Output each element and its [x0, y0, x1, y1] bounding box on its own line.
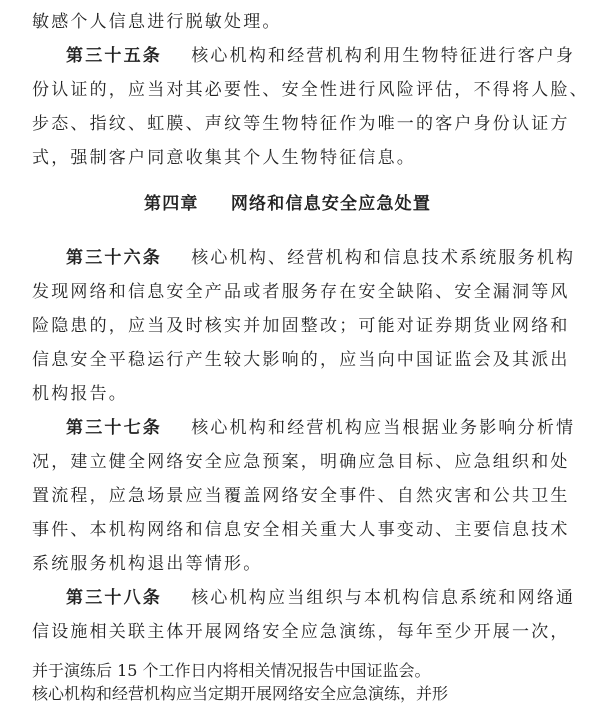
- article-text: 机构报告。: [32, 384, 128, 404]
- article-35-line-3: [32, 116, 570, 133]
- paragraph-continuation: 核心机构和经营机构应当定期开展网络安全应急演练，并形: [32, 684, 449, 703]
- chapter-heading: [144, 196, 431, 213]
- article-38-line-3: 并于演练后 15 个工作日内将相关情况报告中国证监会。: [32, 661, 431, 680]
- article-36-line-1: [66, 250, 575, 267]
- article-35-line-4: [32, 150, 416, 167]
- article-35-line-1: [66, 48, 575, 65]
- article-text: 发现网络和信息安全产品或者服务存在安全缺陷、安全漏洞等风: [32, 282, 570, 302]
- article-text: 步态、指纹、虹膜、声纹等生物特征作为唯一的客户身份认证方: [32, 114, 570, 134]
- article-text: 式，强制客户同意收集其个人生物特征信息。: [32, 148, 416, 168]
- paragraph-continuation: [32, 14, 282, 31]
- article-heading: 第三十七条: [66, 418, 162, 438]
- article-heading: 第三十六条: [66, 248, 162, 268]
- article-38-line-2: [32, 624, 570, 641]
- article-37-line-5: [32, 556, 262, 573]
- article-text: 险隐患的，应当及时核实并加固整改；可能对证券期货业网络和: [32, 316, 570, 336]
- article-36-line-3: [32, 318, 570, 335]
- article-text: 置流程，应急场景应当覆盖网络安全事件、自然灾害和公共卫生: [32, 486, 570, 506]
- chapter-number: 第四章: [144, 194, 199, 214]
- article-text: 核心机构和经营机构应当根据业务影响分析情: [191, 418, 576, 438]
- article-text: 况，建立健全网络安全应急预案，明确应急目标、应急组织和处: [32, 452, 570, 472]
- article-36-line-5: [32, 386, 128, 403]
- article-text: 信息安全平稳运行产生较大影响的，应当向中国证监会及其派出: [32, 350, 570, 370]
- article-36-line-2: [32, 284, 570, 301]
- article-38-line-1: [66, 590, 575, 607]
- chapter-title: 网络和信息安全应急处置: [230, 194, 432, 214]
- article-36-line-4: [32, 352, 570, 369]
- document-page: [32, 0, 589, 642]
- offscreen-continuation: [32, 658, 460, 704]
- article-37-line-1: [66, 420, 575, 437]
- article-heading: 第三十八条: [66, 588, 162, 608]
- paragraph-text: 敏感个人信息进行脱敏处理。: [32, 12, 282, 32]
- article-text: 份认证的，应当对其必要性、安全性进行风险评估，不得将人脸、: [32, 80, 589, 100]
- article-35-line-2: [32, 82, 589, 99]
- article-37-line-2: [32, 454, 570, 471]
- article-text: 核心机构和经营机构利用生物特征进行客户身: [191, 46, 576, 66]
- article-text: 核心机构应当组织与本机构信息系统和网络通: [191, 588, 576, 608]
- article-37-line-4: [32, 522, 570, 539]
- article-37-line-3: [32, 488, 570, 505]
- article-text: 核心机构、经营机构和信息技术系统服务机构: [191, 248, 576, 268]
- article-text: 系统服务机构退出等情形。: [32, 554, 263, 574]
- article-text: 事件、本机构网络和信息安全相关重大人事变动、主要信息技术: [32, 520, 570, 540]
- article-heading: 第三十五条: [66, 46, 162, 66]
- article-text: 信设施相关联主体开展网络安全应急演练，每年至少开展一次，: [32, 622, 570, 642]
